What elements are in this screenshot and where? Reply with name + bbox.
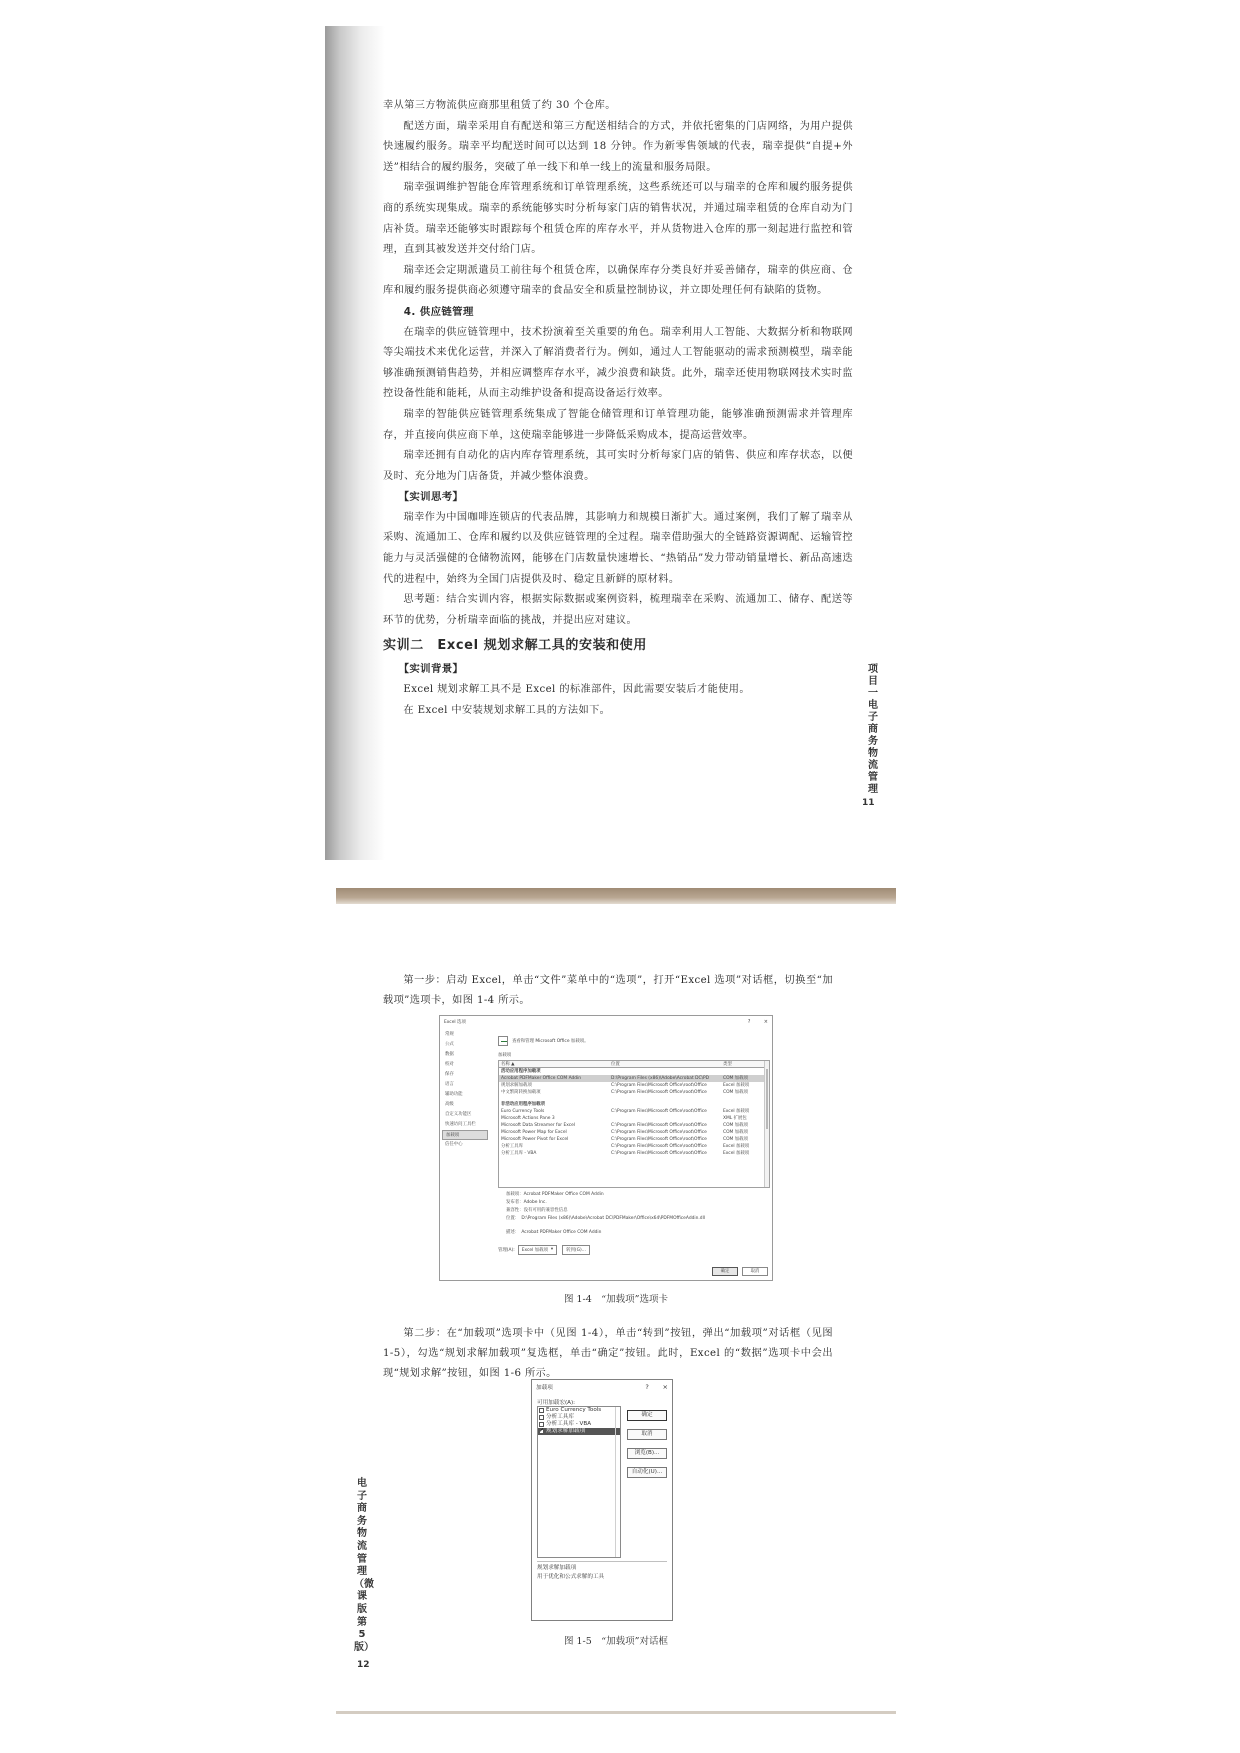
addin-name: 中文繁简转换加载项 [501, 1090, 541, 1095]
addins-group-row [499, 1068, 769, 1075]
addins-table-row[interactable] [499, 1150, 769, 1157]
addin-type: Excel 加载项 [723, 1144, 750, 1149]
addin-type: COM 加载项 [723, 1123, 748, 1128]
go-button[interactable]: 转到(G)... [562, 1245, 590, 1255]
addin-detail-line: 位置： D:\Program Files (x86)\Adobe\Acrobat DC\PDFMaker\Office\x64\PDFMOfficeAddin.dll [506, 1216, 706, 1221]
addins-table-row[interactable] [499, 1108, 769, 1115]
addin-location: D:\Program Files (x86)\Adobe\Acrobat DC\PD [611, 1076, 710, 1081]
addin-location [611, 1115, 723, 1122]
nav-item[interactable]: 校对 [445, 1062, 454, 1067]
addins-scrollbar[interactable] [764, 1061, 769, 1187]
body-paragraph: 配送方面，瑞幸采用自有配送和第三方配送相结合的方式，并依托密集的门店网络，为用户提供快速履约服务。瑞幸平均配送时间可以达到 18 分钟。作为新零售领域的代表，瑞幸提供“自提+外送”相结合的履约服务，突破了单一线下和单一线上的流量和服务局限。 [383, 120, 853, 173]
addins-dialog-title: 加载项 [536, 1385, 553, 1391]
nav-item[interactable]: 常规 [445, 1032, 454, 1037]
list-scrollbar[interactable] [615, 1407, 620, 1557]
addin-name: 分析工具库 - VBA [501, 1151, 537, 1156]
automation-button[interactable]: 自动化(U)... [627, 1467, 667, 1478]
addin-location: C:\Program Files\Microsoft Office\root\Office [611, 1137, 707, 1142]
body-paragraph: 幸从第三方物流供应商那里租赁了约 30 个仓库。 [383, 100, 616, 111]
addin-type: COM 加载项 [723, 1137, 748, 1142]
addin-details [498, 1191, 770, 1237]
body-paragraph: 瑞幸的智能供应链管理系统集成了智能仓储管理和订单管理功能，能够准确预测需求并管理库存，并直接向供应商下单，这使瑞幸能够进一步降低采购成本，提高运营效率。 [383, 408, 853, 441]
nav-item[interactable]: 高级 [445, 1102, 454, 1107]
addin-type [723, 1068, 763, 1075]
addins-table [498, 1060, 770, 1188]
chevron-down-icon: ▾ [550, 1247, 554, 1252]
body-paragraph: Excel 规划求解工具不是 Excel 的标准部件，因此需要安装后才能使用。 [403, 684, 750, 696]
available-addins-list[interactable] [537, 1406, 621, 1558]
page-11-body [383, 96, 853, 721]
addin-list-label: 规划求解加载项 [546, 1428, 586, 1434]
page-top-edge [336, 888, 896, 904]
addin-name: 规划求解加载项 [501, 1083, 532, 1088]
nav-item[interactable]: 加载项 [442, 1130, 488, 1140]
addin-name: Microsoft Actions Pane 3 [501, 1116, 555, 1121]
addins-table-row[interactable] [499, 1122, 769, 1129]
excel-options-dialog [439, 1015, 773, 1281]
page-12-side-label: 电子商务物流管理（微课版 第 5 版） [354, 1478, 377, 1653]
body-paragraph: 瑞幸作为中国咖啡连锁店的代表品牌，其影响力和规模日渐扩大。通过案例，我们了解了瑞幸从采购、流通加工、仓库和履约以及供应链管理的全过程。瑞幸借助强大的全链路资源调配、运输管控能力与灵活强健的仓储物流网，能够在门店数量快速增长、“热销品”发力带动销量增长、新品高速迭代的进程中，始终为全国门店提供及时、稳定且新鲜的原材料。 [383, 511, 853, 585]
col-name[interactable]: 名称 ▲ [501, 1062, 515, 1067]
addin-detail-line: 加载项：Acrobat PDFMaker Office COM Addin [506, 1192, 604, 1197]
bracket-heading: 【实训思考】 [398, 491, 464, 504]
addin-type: Excel 加载项 [723, 1083, 750, 1088]
nav-item[interactable]: 保存 [445, 1072, 454, 1077]
addins-table-row[interactable] [499, 1115, 769, 1122]
figure-1-4-caption: 图 1-4 “加载项”选项卡 [563, 1294, 669, 1305]
addin-location: C:\Program Files\Microsoft Office\root\Office [611, 1144, 707, 1149]
manage-label: 管理(A): [498, 1248, 515, 1253]
ok-button[interactable]: 确定 [627, 1410, 667, 1421]
addins-table-row[interactable] [499, 1129, 769, 1136]
addin-detail-line: 兼容性：没有可用的兼容性信息 [506, 1208, 568, 1213]
addins-dialog-titlebar [532, 1380, 672, 1394]
addins-table-row[interactable] [499, 1089, 769, 1096]
addin-location [611, 1068, 723, 1075]
addin-name: Acrobat PDFMaker Office COM Addin [501, 1076, 582, 1081]
nav-item[interactable]: 快速访问工具栏 [445, 1122, 476, 1127]
dialog-footer [708, 1267, 768, 1276]
manage-select[interactable] [518, 1245, 557, 1255]
nav-item[interactable]: 信任中心 [445, 1142, 463, 1147]
step2-paragraph [383, 1324, 833, 1384]
addin-location: C:\Program Files\Microsoft Office\root\Office [611, 1090, 707, 1095]
addin-detail-line: 描述： Acrobat PDFMaker Office COM Addin [506, 1230, 602, 1235]
nav-item[interactable]: 公式 [445, 1042, 454, 1047]
available-addins-label: 可用加载宏(A): [537, 1400, 576, 1406]
addin-name: Euro Currency Tools [501, 1109, 545, 1114]
cancel-button[interactable]: 取消 [742, 1267, 768, 1276]
book-page-12 [336, 888, 896, 1718]
addins-table-row[interactable] [499, 1136, 769, 1143]
body-paragraph: 思考题：结合实训内容，根据实际数据或案例资料，梳理瑞幸在采购、流通加工、储存、配送等环节的优势，分析瑞幸面临的挑战，并提出应对建议。 [383, 594, 853, 626]
book-page-11 [325, 26, 896, 860]
addin-type: Excel 加载项 [723, 1151, 750, 1156]
browse-button[interactable]: 浏览(B)... [627, 1448, 667, 1459]
addin-list-label: 分析工具库 [546, 1414, 574, 1420]
addin-type: COM 加载项 [723, 1130, 748, 1135]
subsection-heading: 4. 供应链管理 [403, 305, 474, 318]
manage-select-value: Excel 加载项 [521, 1248, 548, 1253]
addins-heading [498, 1030, 770, 1052]
step2-text: 第二步：在“加载项”选项卡中（见图 1-4），单击“转到”按钮，弹出“加载项”对话框（见图 1-5），勾选“规划求解加载项”复选框，单击“确定”按钮。此时，Excel 的“数据”选项卡中会出现“规划求解”按钮，如图 1-6 所示。 [383, 1328, 833, 1379]
col-type[interactable]: 类型 [723, 1062, 732, 1067]
page-12-number: 12 [357, 1660, 370, 1670]
page-bottom-edge [336, 1711, 896, 1714]
body-paragraph: 瑞幸还会定期派遣员工前往每个租赁仓库，以确保库存分类良好并妥善储存，瑞幸的供应商、仓库和履约服务提供商必须遵守瑞幸的食品安全和质量控制协议，并立即处理任何有缺陷的货物。 [383, 264, 853, 297]
page-11-number: 11 [862, 798, 875, 808]
addin-location: C:\Program Files\Microsoft Office\root\Office [611, 1123, 707, 1128]
dialog-titlebar [440, 1016, 772, 1028]
checkbox[interactable] [539, 1408, 544, 1413]
ok-button[interactable]: 确定 [712, 1267, 738, 1276]
addin-name: Microsoft Data Streamer for Excel [501, 1123, 576, 1128]
cancel-button[interactable]: 取消 [627, 1429, 667, 1440]
addins-heading-text: 查看和管理 Microsoft Office 加载项。 [512, 1039, 589, 1044]
addins-group-label: 加载项 [498, 1053, 512, 1058]
addin-type: Excel 加载项 [723, 1109, 750, 1114]
addin-location [611, 1101, 723, 1108]
addin-list-item[interactable] [538, 1414, 620, 1421]
body-paragraph: 在 Excel 中安装规划求解工具的方法如下。 [403, 704, 611, 716]
addin-list-item[interactable] [538, 1407, 620, 1414]
col-location[interactable]: 位置 [611, 1062, 620, 1067]
checkbox[interactable] [539, 1415, 544, 1420]
addin-location: C:\Program Files\Microsoft Office\root\Office [611, 1130, 707, 1135]
nav-item[interactable]: 语言 [445, 1082, 454, 1087]
addins-table-row[interactable] [499, 1143, 769, 1150]
figure-1-5-caption: 图 1-5 “加载项”对话框 [563, 1636, 669, 1647]
body-paragraph: 瑞幸强调维护智能仓库管理系统和订单管理系统，这些系统还可以与瑞幸的仓库和履约服务提供商的系统实现集成。瑞幸的系统能够实时分析每家门店的销售状况，并通过瑞幸租赁的仓库自动为门店补货。瑞幸还能够实时跟踪每个租赁仓库的库存水平，并从货物进入仓库的那一刻起进行监控和管理，直到其被发送并交付给门店。 [383, 182, 853, 256]
body-paragraph: 在瑞幸的供应链管理中，技术扮演着至关重要的角色。瑞幸利用人工智能、大数据分析和物联网等尖端技术来优化运营，并深入了解消费者行为。例如，通过人工智能驱动的需求预测模型，瑞幸能够准确预测销售趋势，并相应调整库存水平，减少浪费和缺货。此外，瑞幸还使用物联网技术实时监控设备性能和能耗，从而主动维护设备和提高设备运行效率。 [383, 326, 853, 400]
help-icon[interactable]: ? [645, 1383, 649, 1391]
manage-row [498, 1245, 770, 1255]
addins-dialog [531, 1379, 673, 1621]
addin-detail-line: 发布者：Adobe Inc. [506, 1200, 547, 1205]
addins-dialog-buttons [627, 1410, 667, 1486]
options-nav [442, 1030, 488, 1150]
addin-name: 活动应用程序加载项 [501, 1069, 541, 1074]
addin-location: C:\Program Files\Microsoft Office\root\Office [611, 1151, 707, 1156]
addin-name: Microsoft Power Map for Excel [501, 1130, 567, 1135]
addins-table-header [499, 1061, 769, 1068]
addin-description [537, 1561, 667, 1617]
help-icon[interactable]: ? [747, 1019, 751, 1025]
addin-type: COM 加载项 [723, 1076, 748, 1081]
body-paragraph: 瑞幸还拥有自动化的店内库存管理系统，其可实时分析每家门店的销售、供应和库存状态，以便及时、充分地为门店备货，并减少整体浪费。 [383, 450, 853, 482]
step1-text: 第一步：启动 Excel，单击“文件”菜单中的“选项”，打开“Excel 选项”对话框，切换至“加载项”选项卡，如图 1-4 所示。 [383, 975, 833, 1006]
addins-table-row[interactable] [499, 1075, 769, 1082]
close-icon[interactable]: × [763, 1019, 768, 1025]
addin-list-item[interactable] [538, 1421, 620, 1428]
addins-table-row[interactable] [499, 1082, 769, 1089]
addin-type: XML 扩展包 [723, 1116, 747, 1121]
nav-item[interactable]: 自定义功能区 [445, 1112, 472, 1117]
nav-item[interactable]: 辅助功能 [445, 1092, 463, 1097]
bracket-heading: 【实训背景】 [398, 663, 464, 676]
section-title: 实训二 Excel 规划求解工具的安装和使用 [383, 638, 647, 654]
addin-description-title: 规划求解加载项 [537, 1565, 577, 1571]
addin-list-item[interactable] [538, 1428, 620, 1435]
addin-description-text: 用于优化和公式求解的工具 [537, 1574, 605, 1580]
addin-list-label: 分析工具库 - VBA [546, 1421, 592, 1427]
step1-paragraph [383, 971, 833, 1011]
addin-list-label: Euro Currency Tools [546, 1407, 602, 1413]
addins-icon [498, 1036, 508, 1046]
addin-name: Microsoft Power Pivot for Excel [501, 1137, 569, 1142]
addin-location: C:\Program Files\Microsoft Office\root\Office [611, 1083, 707, 1088]
close-icon[interactable]: × [662, 1383, 668, 1391]
addin-name: 非活动应用程序加载项 [501, 1102, 545, 1107]
addin-name: 分析工具库 [501, 1144, 523, 1149]
addin-location: C:\Program Files\Microsoft Office\root\Office [611, 1109, 707, 1114]
addin-type: COM 加载项 [723, 1090, 748, 1095]
nav-item[interactable]: 数据 [445, 1052, 454, 1057]
addin-type [723, 1101, 763, 1108]
page-binding-shadow [325, 26, 385, 860]
checkbox-checked[interactable] [539, 1429, 544, 1434]
dialog-title: Excel 选项 [444, 1020, 466, 1025]
addins-group-row [499, 1101, 769, 1108]
page-11-side-label: 项目一 电子商务物流管理 [868, 664, 888, 795]
addins-panel [498, 1030, 770, 1255]
